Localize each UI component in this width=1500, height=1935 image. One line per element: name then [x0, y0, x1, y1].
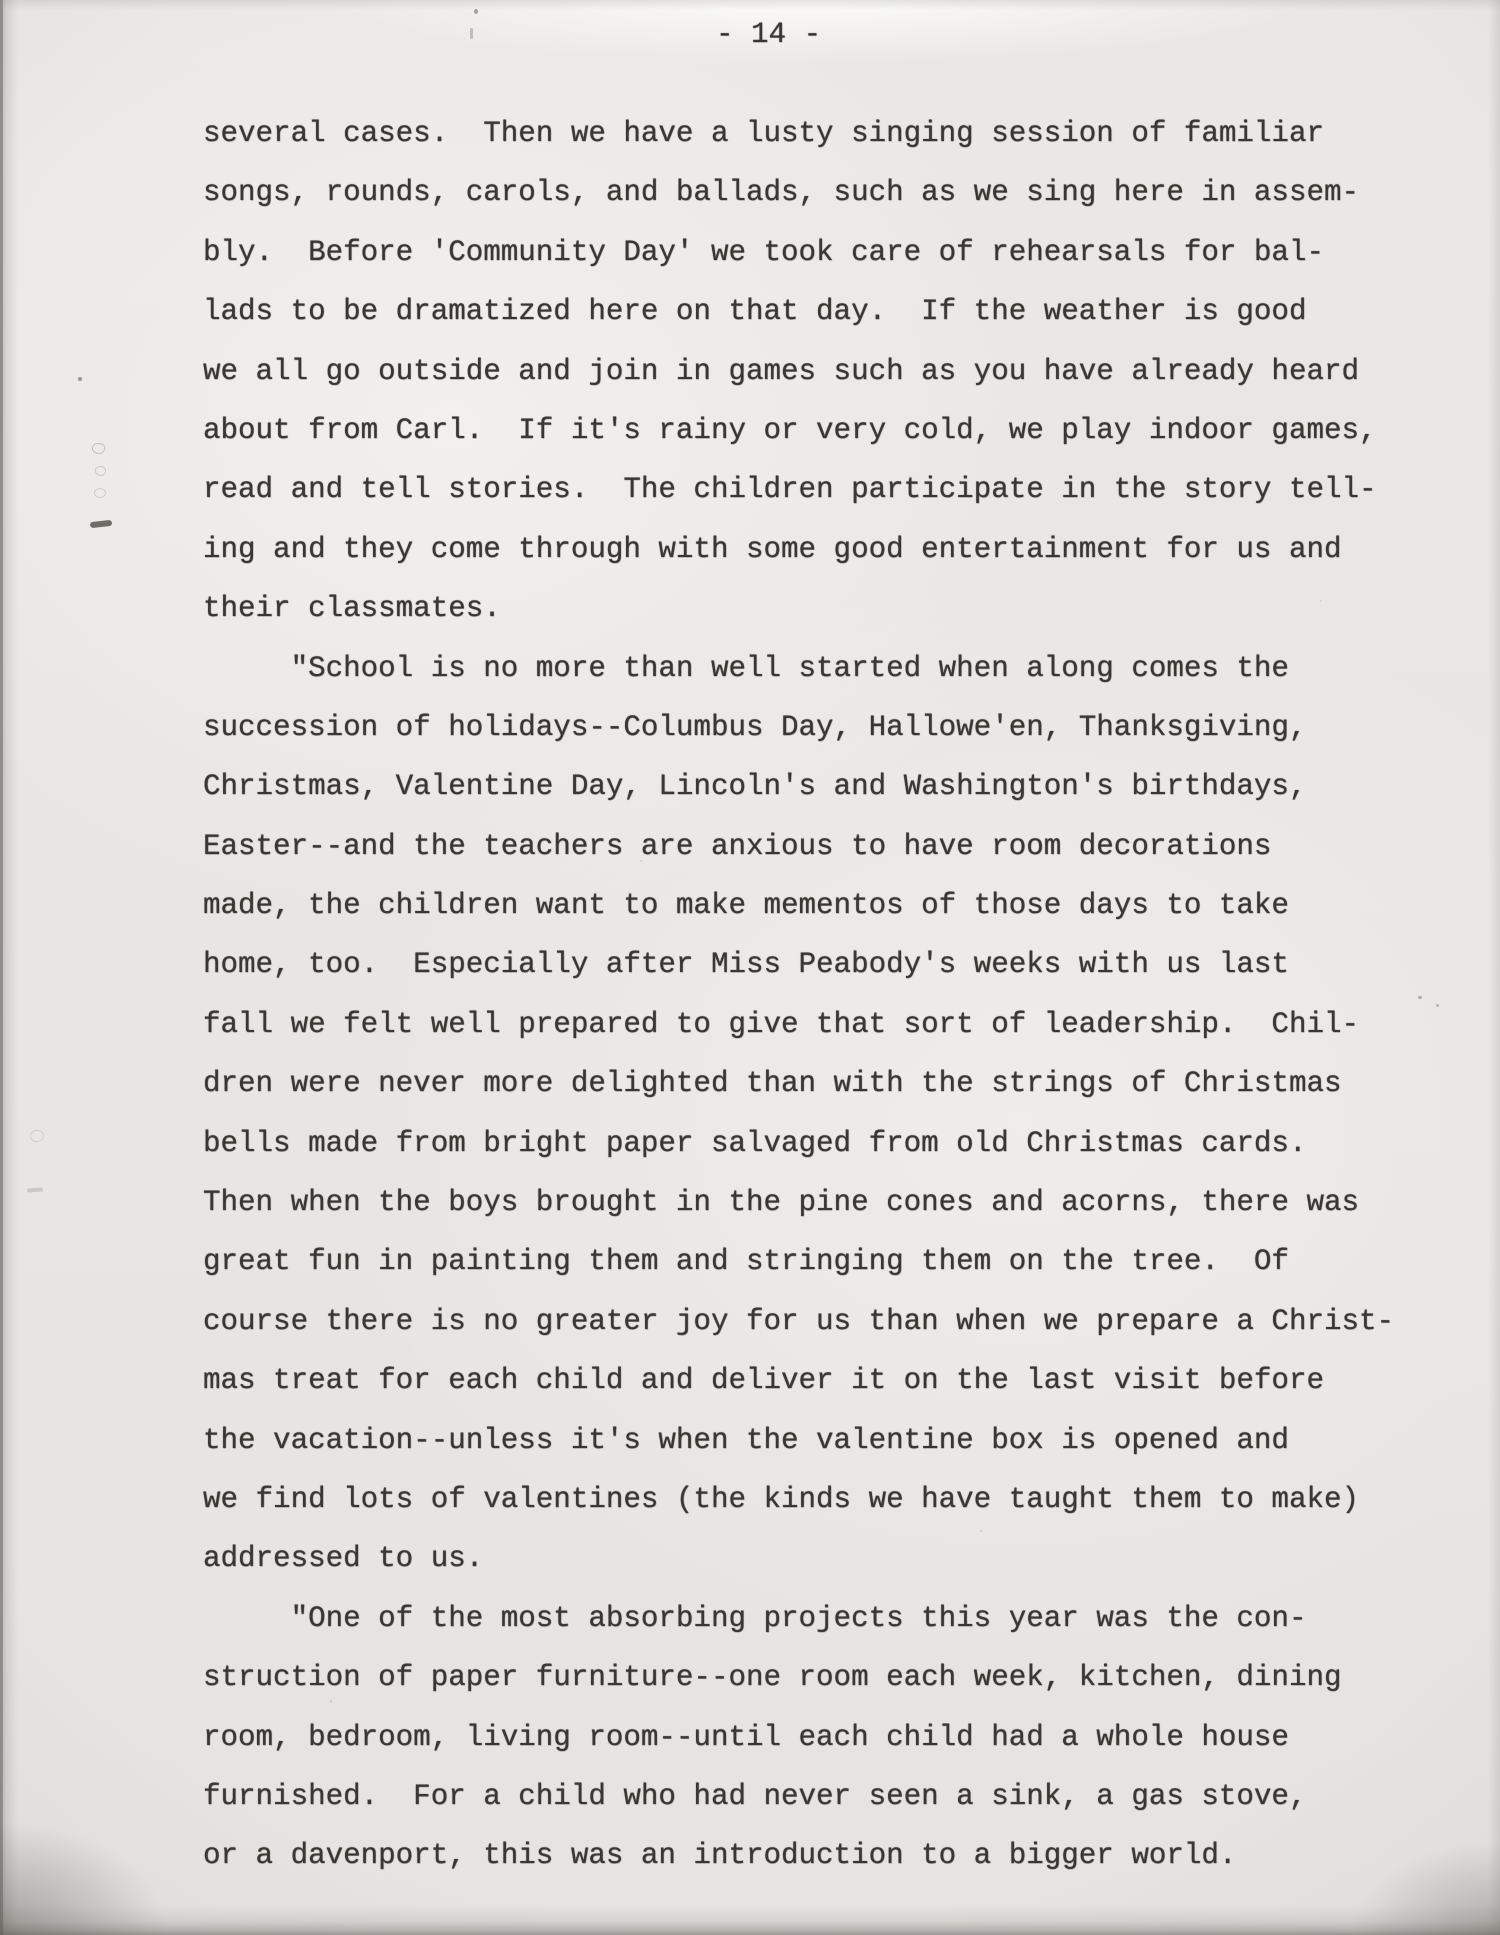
- paper-speck: [640, 860, 643, 862]
- text-line: about from Carl. If it's rainy or very cold, we play indoor games,: [203, 413, 1377, 447]
- paper-edge-top: [0, 0, 1500, 10]
- paper-edge-right: [1488, 0, 1500, 1935]
- typewritten-text: [203, 104, 1443, 1886]
- pencil-mark: [94, 488, 106, 498]
- text-line: bly. Before 'Community Day' we took care of rehearsals for bal-: [203, 235, 1324, 269]
- text-line: we find lots of valentines (the kinds we have taught them to make): [203, 1482, 1360, 1516]
- paper-speck: [980, 1530, 982, 1532]
- text-line: several cases. Then we have a lusty singing session of familiar: [203, 117, 1324, 150]
- text-line: the vacation--unless it's when the valentine box is opened and: [203, 1423, 1289, 1457]
- text-line: succession of holidays--Columbus Day, Hallowe'en, Thanksgiving,: [203, 710, 1307, 744]
- text-line: furnished. For a child who had never seen a sink, a gas stove,: [203, 1779, 1307, 1813]
- text-line: "One of the most absorbing projects this year was the con-: [203, 1601, 1307, 1635]
- paper-edge-left-line: [0, 0, 3, 1935]
- text-line: read and tell stories. The children participate in the story tell-: [203, 473, 1377, 507]
- text-line: Easter--and the teachers are anxious to have room decorations: [203, 829, 1272, 863]
- text-line: struction of paper furniture--one room each week, kitchen, dining: [203, 1661, 1342, 1695]
- text-line: mas treat for each child and deliver it on the last visit before: [203, 1364, 1324, 1398]
- text-line: "School is no more than well started when along comes the: [203, 651, 1289, 685]
- text-line: ing and they come through with some good entertainment for us and: [203, 532, 1342, 566]
- paper-speck: [1320, 600, 1322, 602]
- ink-speck: [1436, 1004, 1439, 1007]
- text-line: made, the children want to make mementos of those days to take: [203, 889, 1289, 923]
- ink-speck: [1418, 996, 1422, 999]
- pencil-mark: [91, 442, 106, 455]
- pencil-mark: [94, 465, 106, 476]
- ink-speck: [474, 9, 478, 14]
- text-line: Then when the boys brought in the pine cones and acorns, there was: [203, 1186, 1360, 1220]
- paper-corner-shadow-bottom-left: [0, 1820, 170, 1935]
- text-line: room, bedroom, living room--until each child had a whole house: [203, 1720, 1289, 1754]
- pencil-mark: [30, 1130, 44, 1142]
- text-line: great fun in painting them and stringing them on the tree. Of: [203, 1245, 1289, 1279]
- text-line: fall we felt well prepared to give that sort of leadership. Chil-: [203, 1007, 1360, 1041]
- text-line: or a davenport, this was an introduction to a bigger world.: [203, 1839, 1237, 1873]
- pencil-dash-mark: [90, 520, 113, 528]
- text-line: addressed to us.: [203, 1542, 484, 1576]
- text-line: songs, rounds, carols, and ballads, such as we sing here in assem-: [203, 176, 1360, 210]
- text-line: their classmates.: [203, 592, 501, 626]
- text-line: course there is no greater joy for us than when we prepare a Christ-: [203, 1304, 1395, 1338]
- text-line: dren were never more delighted than with the strings of Christmas: [203, 1067, 1342, 1101]
- paper-edge-left: [0, 0, 18, 1935]
- text-line: home, too. Especially after Miss Peabody's weeks with us last: [203, 948, 1289, 982]
- text-line: lads to be dramatized here on that day. If the weather is good: [203, 295, 1307, 329]
- ink-speck: [470, 28, 473, 39]
- paper-edge-bottom: [0, 1905, 1500, 1935]
- text-line: we all go outside and join in games such as you have already heard: [203, 354, 1360, 388]
- paper-speck: [330, 1700, 332, 1703]
- paper-speck: [1210, 250, 1212, 252]
- page-number: - 14 -: [716, 18, 822, 51]
- ink-speck: [78, 377, 82, 381]
- text-line: Christmas, Valentine Day, Lincoln's and Washington's birthdays,: [203, 770, 1307, 804]
- pencil-mark: [27, 1187, 43, 1192]
- text-line: bells made from bright paper salvaged from old Christmas cards.: [203, 1126, 1307, 1160]
